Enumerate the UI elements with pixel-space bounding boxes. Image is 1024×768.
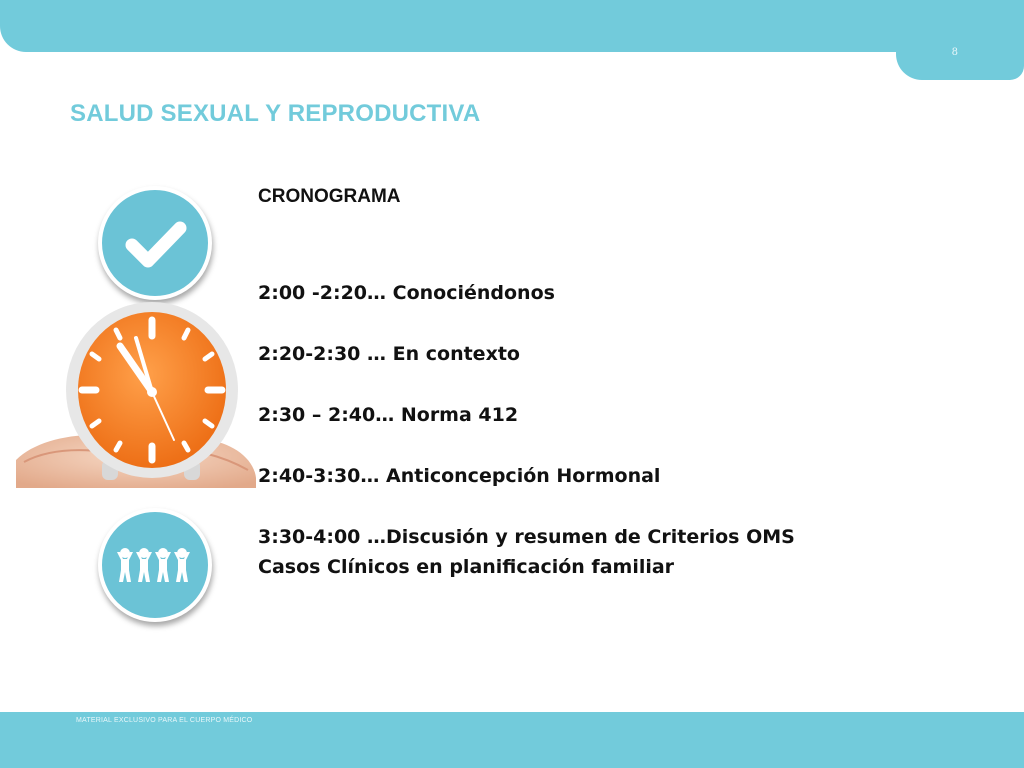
- schedule-item-3: 2:30 – 2:40… Norma 412: [258, 404, 519, 426]
- page-number: 8: [951, 47, 958, 58]
- schedule-item-1: 2:00 -2:20… Conociéndonos: [258, 282, 555, 304]
- clock-in-hand-icon: [16, 300, 256, 492]
- people-circle: [98, 508, 212, 622]
- schedule-item-5: 3:30-4:00 …Discusión y resumen de Criterios OMS: [258, 526, 795, 548]
- schedule-item-6: Casos Clínicos en planificación familiar: [258, 556, 675, 578]
- page-number-tab: [896, 40, 1024, 80]
- schedule: [258, 186, 795, 582]
- people-group-icon: [102, 512, 208, 618]
- schedule-item-2: 2:20-2:30 … En contexto: [258, 343, 520, 365]
- slide-title: SALUD SEXUAL Y REPRODUCTIVA: [70, 100, 481, 127]
- schedule-item-4: 2:40-3:30… Anticoncepción Hormonal: [258, 465, 661, 487]
- check-icon: [102, 190, 208, 296]
- schedule-heading: CRONOGRAMA: [258, 186, 401, 207]
- header-bar: [0, 0, 1024, 52]
- check-circle: [98, 186, 212, 300]
- footer-text: MATERIAL EXCLUSIVO PARA EL CUERPO MÉDICO: [76, 717, 253, 724]
